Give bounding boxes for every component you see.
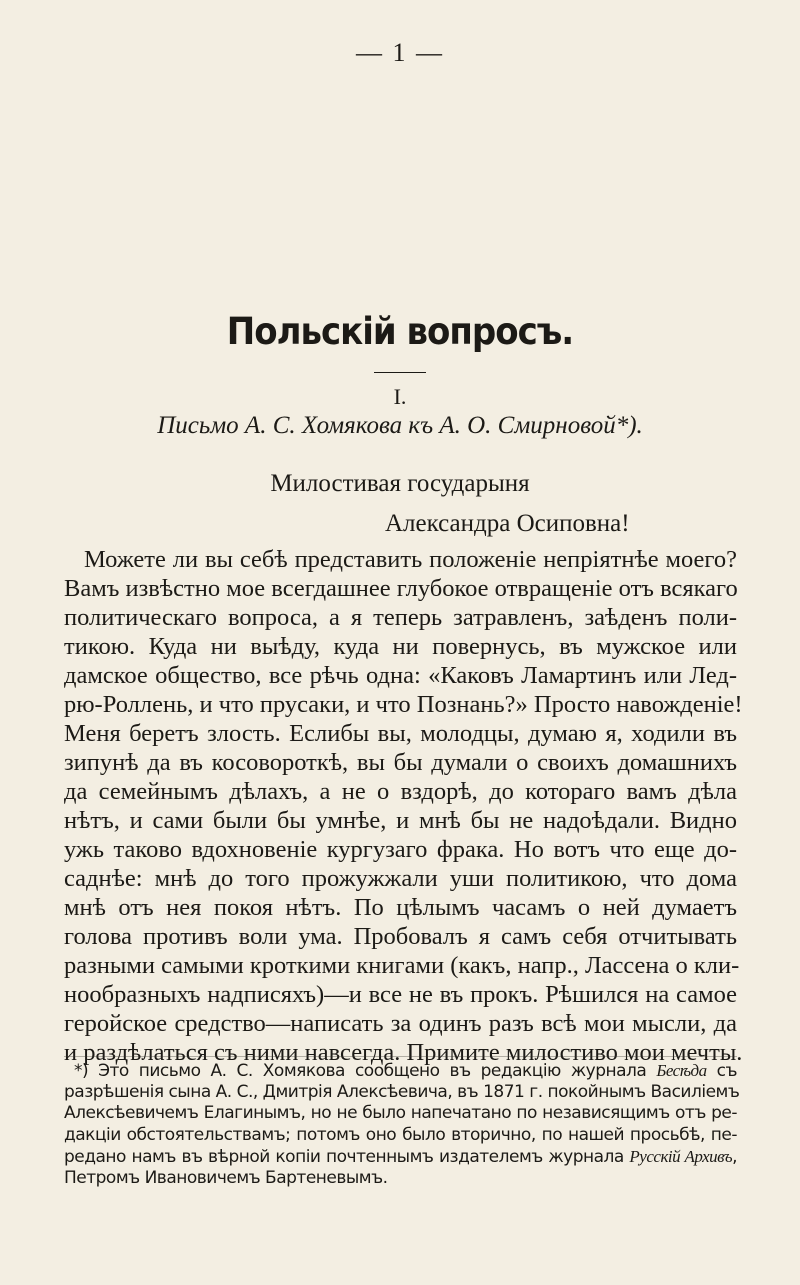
body-line: зипунѣ да въ косовороткѣ, вы бы думали о своихъ домашнихъ (64, 749, 737, 776)
footnote-line (64, 1125, 737, 1147)
footnote-text: дакціи обстоятельствамъ; потомъ оно было вторично, по нашей просьбѣ, пе- (64, 1124, 737, 1145)
footnote-rule (64, 1056, 737, 1057)
journal-title: Русскій Архивъ (629, 1147, 733, 1166)
body-line: голова противъ воли ума. Пробовалъ я самъ себя отчитывать (64, 923, 737, 950)
body-line: Вамъ извѣстно мое всегдашнее глубокое отвращеніе отъ всякаго (64, 575, 738, 602)
letter-heading-text: Письмо А. С. Хомякова къ А. О. Смирновой (157, 412, 616, 439)
footnote-text: Алексѣевичемъ Елагинымъ, но не было напечатано по независящимъ отъ ре- (64, 1103, 737, 1123)
salutation-line-1: Милостивая государыня (270, 470, 530, 497)
footnote-line (64, 1168, 737, 1190)
body-line: политическаго вопроса, а я теперь затравленъ, заѣденъ поли- (64, 604, 737, 631)
body-line: Меня беретъ злость. Еслибы вы, молодцы, думаю я, ходили въ (64, 720, 737, 747)
footnote-text: разрѣшенія сына А. С., Дмитрія Алексѣевича, въ 1871 г. покойнымъ Василіемъ (64, 1081, 740, 1102)
footnote-text: съ (706, 1061, 737, 1081)
body-line: саднѣе: мнѣ до того прожужжали уши политикою, что дома (64, 865, 737, 892)
footnote-marker: *). (615, 412, 643, 439)
title-rule (374, 372, 426, 373)
body-line: нѣтъ, и сами были бы умнѣе, и мнѣ бы не надоѣдали. Видно (64, 807, 737, 834)
footnote-line (64, 1081, 740, 1104)
page-number: — 1 — (356, 38, 444, 67)
footnote-line (64, 1103, 737, 1125)
body-line: нообразныхъ надписяхъ)—и все не въ прокъ. Рѣшился на самое (64, 981, 737, 1008)
body-line: геройское средство—написать за одинъ разъ всѣ мои мысли, да (64, 1010, 737, 1037)
footnote (64, 1060, 740, 1189)
letter-body (64, 545, 743, 1067)
page-title: Польскій вопросъ. (226, 310, 574, 354)
journal-title: Бесѣда (656, 1061, 707, 1080)
body-line: тикою. Куда ни выѣду, куда ни повернусь, въ мужское или (64, 633, 737, 660)
body-line: да семейнымъ дѣлахъ, а не о вздорѣ, до котораго вамъ дѣла (64, 778, 737, 805)
letter-heading (0, 412, 800, 440)
footnote-text: Петромъ Ивановичемъ Бартеневымъ. (64, 1167, 388, 1188)
footnote-text: *) Это письмо А. С. Хомякова сообщено въ редакцію журнала (74, 1061, 657, 1081)
salutation-line-2: Александра Осиповна! (385, 510, 630, 537)
footnote-text: редано намъ въ вѣрной копіи почтеннымъ издателемъ журнала (64, 1147, 630, 1167)
footnote-line (64, 1060, 737, 1082)
body-line: разными самыми кроткими книгами (какъ, напр., Лассена о кли- (64, 952, 740, 979)
body-line: мнѣ отъ нея покоя нѣтъ. По цѣлымъ часамъ о ней думаетъ (64, 894, 737, 921)
footnote-text: , (732, 1147, 738, 1167)
body-line: дамское общество, все рѣчь одна: «Каковъ Ламартинъ или Лед- (64, 662, 737, 689)
footnote-line (64, 1146, 737, 1168)
body-line: Можете ли вы себѣ представить положеніе непріятнѣе моего? (84, 546, 737, 573)
body-line: ужь таково вдохновеніе кургузаго фрака. Но вотъ что еще до- (64, 836, 737, 863)
section-number: I. (393, 384, 407, 409)
body-line: и раздѣлаться съ ними навсегда. Примите милостиво мои мечты. (64, 1039, 743, 1066)
body-line: рю-Роллень, и что прусаки, и что Познань?» Просто навожденіе! (64, 691, 743, 718)
